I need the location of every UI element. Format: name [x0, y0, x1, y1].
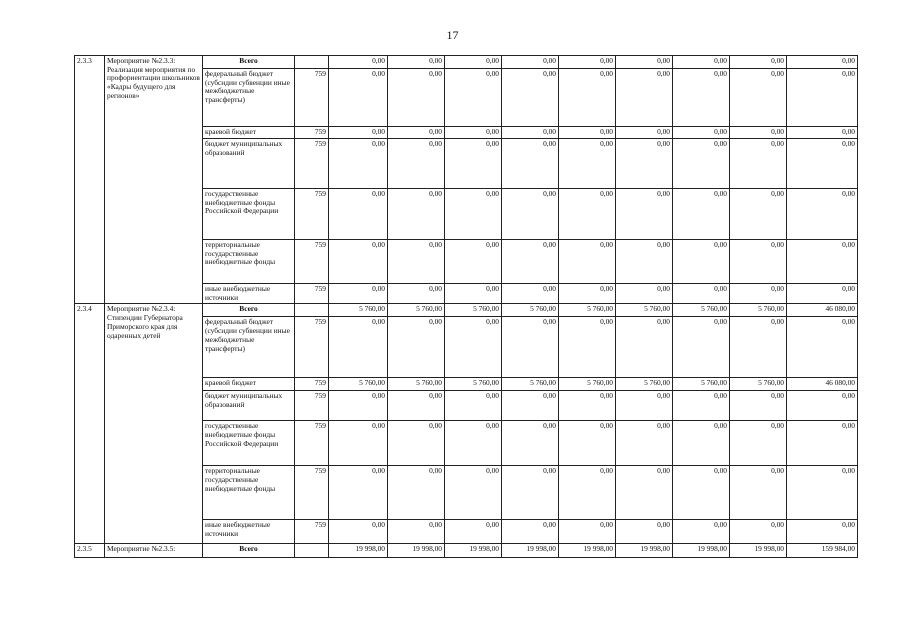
funding-source: иные внебюджетные источники: [203, 520, 295, 544]
year-value: 0,00: [616, 139, 673, 189]
total-value: 0,00: [787, 466, 858, 520]
year-value: 0,00: [559, 284, 616, 304]
year-value: 5 760,00: [388, 378, 445, 391]
year-value: 5 760,00: [445, 304, 502, 317]
year-value: 19 998,00: [730, 544, 787, 558]
total-value: 0,00: [787, 240, 858, 284]
year-value: 0,00: [730, 139, 787, 189]
grbs-code: 759: [295, 391, 329, 421]
year-value: 19 998,00: [445, 544, 502, 558]
year-value: 19 998,00: [329, 544, 388, 558]
year-value: 0,00: [559, 520, 616, 544]
year-value: 0,00: [502, 240, 559, 284]
total-value: 0,00: [787, 421, 858, 466]
year-value: 5 760,00: [616, 378, 673, 391]
year-value: 0,00: [673, 520, 730, 544]
table-row: [75, 544, 858, 558]
year-value: 0,00: [388, 466, 445, 520]
grbs-code: 759: [295, 240, 329, 284]
section-code: 2.3.3: [75, 56, 105, 304]
year-value: 5 760,00: [445, 378, 502, 391]
section-code: 2.3.4: [75, 304, 105, 544]
year-value: 0,00: [329, 284, 388, 304]
year-value: 0,00: [730, 391, 787, 421]
year-value: 0,00: [388, 127, 445, 139]
funding-source: бюджет муниципальных образований: [203, 139, 295, 189]
year-value: 0,00: [559, 317, 616, 378]
funding-source: государственные внебюджетные фонды Российской Федерации: [203, 421, 295, 466]
budget-table: [74, 55, 858, 558]
year-value: 0,00: [445, 421, 502, 466]
grbs-code: 759: [295, 520, 329, 544]
year-value: 0,00: [502, 421, 559, 466]
table-row: [75, 56, 858, 69]
year-value: 0,00: [730, 421, 787, 466]
total-value: 0,00: [787, 520, 858, 544]
year-value: 5 760,00: [730, 304, 787, 317]
year-value: 0,00: [329, 520, 388, 544]
year-value: 0,00: [616, 189, 673, 240]
year-value: 0,00: [445, 284, 502, 304]
year-value: 0,00: [502, 139, 559, 189]
year-value: 0,00: [673, 56, 730, 69]
grbs-code: 759: [295, 421, 329, 466]
year-value: 0,00: [616, 56, 673, 69]
funding-source: федеральный бюджет (субсидии субвенции иные межбюджетные трансферты): [203, 317, 295, 378]
section-code: 2.3.5: [75, 544, 105, 558]
section-title: Мероприятие №2.3.5:: [105, 544, 203, 558]
year-value: 0,00: [329, 139, 388, 189]
year-value: 0,00: [730, 69, 787, 127]
year-value: 0,00: [388, 520, 445, 544]
page-number: 17: [446, 28, 459, 42]
grbs-code: 759: [295, 69, 329, 127]
year-value: 0,00: [502, 69, 559, 127]
year-value: 0,00: [559, 391, 616, 421]
year-value: 0,00: [502, 189, 559, 240]
year-value: 0,00: [445, 317, 502, 378]
grbs-code: 759: [295, 284, 329, 304]
grbs-code: [295, 544, 329, 558]
year-value: 0,00: [502, 466, 559, 520]
table-row: [75, 304, 858, 317]
year-value: 0,00: [673, 391, 730, 421]
total-value: 159 984,00: [787, 544, 858, 558]
grbs-code: [295, 304, 329, 317]
funding-source: территориальные государственные внебюджетные фонды: [203, 466, 295, 520]
year-value: 5 760,00: [329, 304, 388, 317]
year-value: 0,00: [673, 189, 730, 240]
year-value: 5 760,00: [329, 378, 388, 391]
funding-source: краевой бюджет: [203, 378, 295, 391]
year-value: 0,00: [730, 317, 787, 378]
year-value: 0,00: [673, 240, 730, 284]
year-value: 0,00: [388, 56, 445, 69]
year-value: 0,00: [329, 69, 388, 127]
year-value: 0,00: [559, 139, 616, 189]
total-value: 0,00: [787, 317, 858, 378]
year-value: 5 760,00: [388, 304, 445, 317]
year-value: 0,00: [502, 127, 559, 139]
year-value: 0,00: [616, 466, 673, 520]
year-value: 0,00: [502, 56, 559, 69]
year-value: 0,00: [673, 466, 730, 520]
year-value: 0,00: [445, 56, 502, 69]
year-value: 0,00: [445, 391, 502, 421]
year-value: 19 998,00: [502, 544, 559, 558]
funding-source: Всего: [203, 304, 295, 317]
funding-source: федеральный бюджет (субсидии субвенции иные межбюджетные трансферты): [203, 69, 295, 127]
year-value: 0,00: [559, 421, 616, 466]
year-value: 0,00: [502, 284, 559, 304]
year-value: 0,00: [329, 421, 388, 466]
year-value: 0,00: [559, 56, 616, 69]
year-value: 0,00: [329, 317, 388, 378]
year-value: 5 760,00: [502, 378, 559, 391]
year-value: 5 760,00: [673, 378, 730, 391]
section-title: Мероприятие №2.3.4: Стипендии Губернатора Приморского края для одаренных детей: [105, 304, 203, 544]
grbs-code: 759: [295, 378, 329, 391]
year-value: 0,00: [388, 240, 445, 284]
year-value: 0,00: [616, 240, 673, 284]
total-value: 46 080,00: [787, 378, 858, 391]
year-value: 0,00: [445, 127, 502, 139]
year-value: 0,00: [445, 466, 502, 520]
year-value: 0,00: [388, 317, 445, 378]
year-value: 0,00: [673, 317, 730, 378]
year-value: 5 760,00: [616, 304, 673, 317]
year-value: 19 998,00: [673, 544, 730, 558]
year-value: 19 998,00: [388, 544, 445, 558]
grbs-code: 759: [295, 466, 329, 520]
year-value: 0,00: [388, 421, 445, 466]
year-value: 0,00: [730, 284, 787, 304]
year-value: 0,00: [388, 284, 445, 304]
year-value: 5 760,00: [559, 378, 616, 391]
year-value: 0,00: [616, 284, 673, 304]
year-value: 0,00: [388, 139, 445, 189]
year-value: 0,00: [388, 189, 445, 240]
year-value: 0,00: [730, 56, 787, 69]
year-value: 0,00: [673, 139, 730, 189]
year-value: 0,00: [559, 466, 616, 520]
year-value: 0,00: [730, 240, 787, 284]
year-value: 0,00: [329, 466, 388, 520]
year-value: 0,00: [559, 240, 616, 284]
year-value: 0,00: [616, 317, 673, 378]
year-value: 0,00: [616, 391, 673, 421]
grbs-code: 759: [295, 139, 329, 189]
year-value: 0,00: [502, 520, 559, 544]
year-value: 0,00: [730, 127, 787, 139]
year-value: 19 998,00: [616, 544, 673, 558]
year-value: 0,00: [445, 69, 502, 127]
total-value: 0,00: [787, 189, 858, 240]
year-value: 0,00: [502, 317, 559, 378]
grbs-code: 759: [295, 317, 329, 378]
year-value: 0,00: [329, 240, 388, 284]
section-title: Мероприятие №2.3.3: Реализация мероприятия по профориентации школьников «Кадры будущего для регионов»: [105, 56, 203, 304]
year-value: 0,00: [329, 127, 388, 139]
year-value: 0,00: [329, 391, 388, 421]
year-value: 0,00: [616, 127, 673, 139]
year-value: 0,00: [559, 189, 616, 240]
year-value: 0,00: [730, 466, 787, 520]
total-value: 0,00: [787, 139, 858, 189]
year-value: 0,00: [616, 69, 673, 127]
year-value: 0,00: [445, 240, 502, 284]
grbs-code: 759: [295, 127, 329, 139]
year-value: 0,00: [616, 520, 673, 544]
total-value: 0,00: [787, 69, 858, 127]
year-value: 5 760,00: [559, 304, 616, 317]
total-value: 46 080,00: [787, 304, 858, 317]
year-value: 0,00: [730, 189, 787, 240]
total-value: 0,00: [787, 391, 858, 421]
year-value: 0,00: [445, 520, 502, 544]
total-value: 0,00: [787, 56, 858, 69]
grbs-code: 759: [295, 189, 329, 240]
funding-source: бюджет муниципальных образований: [203, 391, 295, 421]
funding-source: иные внебюджетные источники: [203, 284, 295, 304]
year-value: 5 760,00: [730, 378, 787, 391]
year-value: 0,00: [673, 127, 730, 139]
year-value: 0,00: [730, 520, 787, 544]
funding-source: территориальные государственные внебюджетные фонды: [203, 240, 295, 284]
year-value: 0,00: [673, 69, 730, 127]
total-value: 0,00: [787, 127, 858, 139]
year-value: 0,00: [388, 391, 445, 421]
year-value: 5 760,00: [673, 304, 730, 317]
total-value: 0,00: [787, 284, 858, 304]
grbs-code: [295, 56, 329, 69]
year-value: 0,00: [329, 56, 388, 69]
funding-source: Всего: [203, 56, 295, 69]
year-value: 0,00: [673, 284, 730, 304]
funding-source: краевой бюджет: [203, 127, 295, 139]
year-value: 5 760,00: [502, 304, 559, 317]
year-value: 0,00: [502, 391, 559, 421]
year-value: 0,00: [673, 421, 730, 466]
year-value: 0,00: [388, 69, 445, 127]
year-value: 19 998,00: [559, 544, 616, 558]
funding-source: государственные внебюджетные фонды Российской Федерации: [203, 189, 295, 240]
year-value: 0,00: [445, 139, 502, 189]
funding-source: Всего: [203, 544, 295, 558]
year-value: 0,00: [616, 421, 673, 466]
year-value: 0,00: [445, 189, 502, 240]
year-value: 0,00: [559, 69, 616, 127]
year-value: 0,00: [329, 189, 388, 240]
year-value: 0,00: [559, 127, 616, 139]
